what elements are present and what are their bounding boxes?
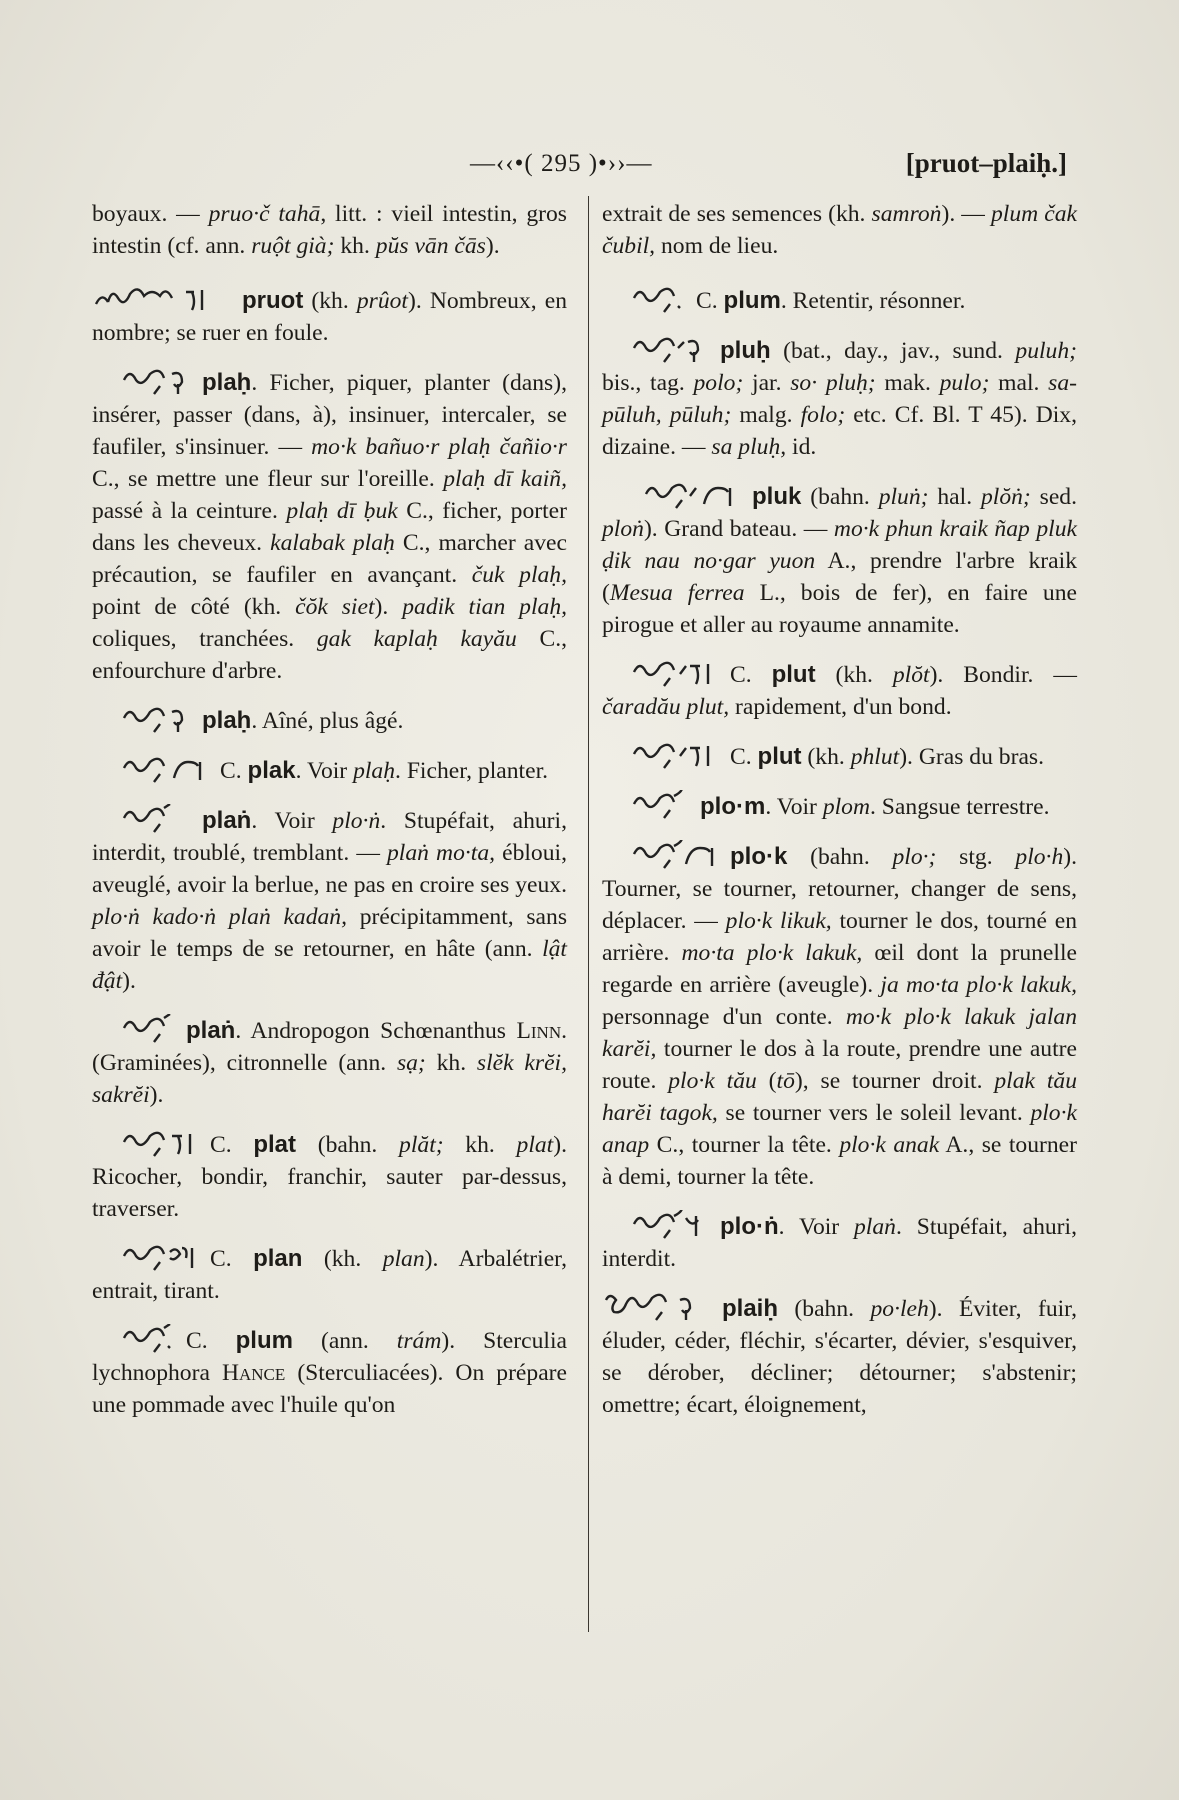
cham-script-headword-icon [630, 334, 710, 364]
headword: plaṅ [202, 807, 252, 834]
headword: plo·m [700, 793, 766, 820]
left-column [92, 198, 567, 1438]
cham-script-headword-icon [120, 704, 192, 734]
headword: plum [235, 1327, 293, 1354]
headword: plaḥ [202, 707, 252, 734]
cham-script-headword-icon [630, 1210, 710, 1240]
cham-script-headword-icon [630, 658, 720, 688]
entry-plaih: plaiḥ (bahn. po·leh). Éviter, fuir, éluder, céder, fléchir, s'écarter, dévier, s'esquiver, se dérober, décliner; détourner; s'abstenir; omettre; écart, éloignement, [602, 1292, 1077, 1421]
entry-plum-2: C. plum. Retentir, résonner. [602, 284, 1077, 317]
headword: plum [723, 287, 781, 314]
cham-script-headword-icon [630, 790, 690, 820]
entry-plan-1: plaṅ. Voir plo·ṅ. Stupéfait, ahuri, interdit, troublé, tremblant. — plaṅ mo·ta, ébloui, aveuglé, avoir la berlue, ne pas en croire ses yeux. plo·ṅ kado·ṅ plaṅ kadaṅ, précipitamment, sans avoir le temps de se retourner, en hâte (ann. lật đật). [92, 804, 567, 997]
cham-script-headword-icon [120, 1128, 200, 1158]
entry-plak: C. plak. Voir plaḥ. Ficher, planter. [92, 754, 567, 787]
headword: plaḥ [202, 369, 252, 396]
entry-plum-1: C. plum (ann. trám). Sterculia lychnophora Hance (Sterculiacées). On prépare une pommade avec l'huile qu'on [92, 1324, 567, 1421]
entry-plah-1: plaḥ. Ficher, piquer, planter (dans), insérer, passer (dans, à), insinuer, intercaler, se faufiler, s'insinuer. — mo·k bañuo·r plaḥ čañio·r C., se mettre une fleur sur l'oreille. plaḥ dī kaiñ, passé à la ceinture. plaḥ dī ḅuk C., ficher, porter dans les cheveux. kalabak plaḥ C., marcher avec précaution, se faufiler en avançant. čuk plaḥ, point de côté (kh. čŏk siet). padik tian plaḥ, coliques, tranchées. gak kaplaḥ kayău C., enfourchure d'arbre. [92, 366, 567, 687]
headword: plat [253, 1131, 297, 1158]
cham-script-headword-icon [642, 480, 742, 510]
cham-script-headword-icon [120, 1324, 176, 1354]
cham-script-headword-icon [120, 1014, 176, 1044]
cham-script-headword-icon [630, 840, 720, 870]
headword: pluk [752, 483, 802, 510]
cham-script-headword-icon [120, 804, 192, 834]
headword: plo·ṅ [720, 1213, 779, 1240]
cham-script-headword-icon [92, 284, 232, 314]
column-divider [588, 196, 589, 1632]
page-header [0, 148, 1179, 188]
headword: plan [253, 1245, 303, 1272]
entry-continuation: boyaux. — pruo·č tahā, litt. : vieil intestin, gros intestin (cf. ann. ruột già; kh. pŭs vān čās). [92, 201, 567, 259]
cham-script-headword-icon [602, 1292, 712, 1322]
headword: plut [771, 661, 816, 688]
cham-script-headword-icon [120, 754, 210, 784]
cham-script-headword-icon [630, 284, 686, 314]
entry-pluh: pluḥ (bat., day., jav., sund. puluh; bis., tag. polo; jar. so· pluḥ; mak. pulo; mal. sa-pūluh, pūluh; malg. folo; etc. Cf. Bl. T 45). Dix, dizaine. — sa pluḥ, id. [602, 334, 1077, 463]
entry-plat: C. plat (bahn. plăt; kh. plat). Ricocher, bondir, franchir, sauter par-dessus, traverser. [92, 1128, 567, 1225]
headword: plut [757, 743, 802, 770]
running-head: [pruot–plaiḥ.] [905, 148, 1067, 178]
entry-pruot: pruot (kh. prûot). Nombreux, en nombre; se ruer en foule. [92, 284, 567, 349]
entry-plah-2: plaḥ. Aîné, plus âgé. [92, 704, 567, 737]
headword: plaiḥ [722, 1295, 779, 1322]
headword: plaṅ [186, 1017, 236, 1044]
headword: plak [247, 757, 296, 784]
cham-script-headword-icon [120, 366, 192, 396]
entry-plan-2: plaṅ. Andropogon Schœnanthus Linn. (Graminées), citronnelle (ann. sạ; kh. slĕk krĕi, sakrĕi). [92, 1014, 567, 1111]
entry-plut-1: C. plut (kh. plŏt). Bondir. — čaradău plut, rapidement, d'un bond. [602, 658, 1077, 723]
headword: pruot [242, 287, 304, 314]
cham-script-headword-icon [630, 740, 720, 770]
page-number: —‹‹•( 295 )•››— [470, 150, 653, 177]
entry-plon: plo·ṅ. Voir plaṅ. Stupéfait, ahuri, interdit. [602, 1210, 1077, 1275]
headword: pluḥ [720, 337, 771, 364]
entry-plok: plo·k (bahn. plo·; stg. plo·h). Tourner, se tourner, retourner, changer de sens, déplacer. — plo·k likuk, tourner le dos, tourné en arrière. mo·ta plo·k lakuk, œil dont la prunelle regarde en arrière (aveugle). ja mo·ta plo·k lakuk, personnage d'un conte. mo·k plo·k lakuk jalan karĕi, tourner le dos à la route, prendre une autre route. plo·k tău (tō), se tourner droit. plak tău harĕi tagok, se tourner vers le soleil levant. plo·k anap C., tourner la tête. plo·k anak A., se tourner à demi, tourner la tête. [602, 840, 1077, 1193]
right-column [602, 198, 1077, 1438]
cham-script-headword-icon [120, 1242, 200, 1272]
entry-pluk: pluk (bahn. pluṅ; hal. plŏṅ; sed. ploṅ). Grand bateau. — mo·k phun kraik ñap pluk ḍik nau no·gar yuon A., prendre l'arbre kraik (Mesua ferrea L., bois de fer), en faire une pirogue et aller au royaume annamite. [602, 480, 1077, 641]
headword: plo·k [730, 843, 788, 870]
entry-plut-2: C. plut (kh. phlut). Gras du bras. [602, 740, 1077, 773]
entry-plom: plo·m. Voir plom. Sangsue terrestre. [602, 790, 1077, 823]
entry-plan-3: C. plan (kh. plan). Arbalétrier, entrait, tirant. [92, 1242, 567, 1307]
entry-continuation: extrait de ses semences (kh. samroṅ). — plum čak čubil, nom de lieu. [602, 201, 1078, 259]
